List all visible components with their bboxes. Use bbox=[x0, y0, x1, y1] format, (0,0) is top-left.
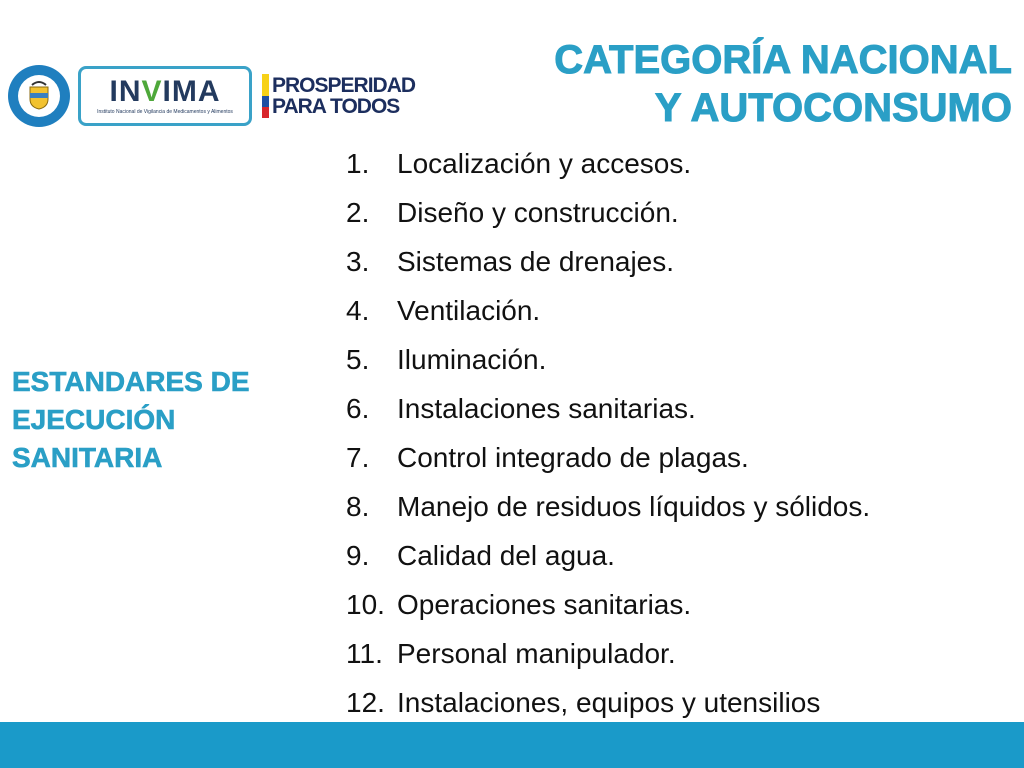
side-label-line1: ESTANDARES DE bbox=[12, 366, 250, 397]
list-item-number: 6. bbox=[346, 393, 370, 424]
prosperidad-line2: PARA TODOS bbox=[272, 95, 400, 118]
prosperidad-logo bbox=[262, 74, 415, 118]
list-item-number: 10. bbox=[346, 589, 385, 620]
list-item-text: Diseño y construcción. bbox=[397, 197, 679, 228]
side-label-line2: EJECUCIÓN bbox=[12, 404, 176, 435]
list-item bbox=[346, 487, 870, 536]
list-item-number: 2. bbox=[346, 197, 370, 228]
list-item-number: 1. bbox=[346, 148, 370, 179]
list-item bbox=[346, 634, 870, 683]
invima-subtitle: Instituto Nacional de Vigilancia de Medicamentos y Alimentos bbox=[97, 109, 233, 115]
list-item-text: Calidad del agua. bbox=[397, 540, 615, 571]
prosperidad-line1: PROSPERIDAD bbox=[272, 74, 416, 97]
list-item bbox=[346, 242, 870, 291]
colombia-flag-icon bbox=[262, 74, 269, 118]
list-item-text: Instalaciones sanitarias. bbox=[397, 393, 696, 424]
side-label-line3: SANITARIA bbox=[12, 442, 163, 473]
invima-wordmark: INVIMA bbox=[109, 75, 221, 108]
title-line2: Y AUTOCONSUMO bbox=[654, 86, 1012, 130]
list-item-text: Localización y accesos. bbox=[397, 148, 692, 179]
list-item-number: 11. bbox=[346, 638, 383, 669]
list-item-text: Operaciones sanitarias. bbox=[397, 589, 692, 620]
list-item-text: Ventilación. bbox=[397, 295, 541, 326]
list-item-number: 4. bbox=[346, 295, 370, 326]
slide-title bbox=[554, 36, 1012, 132]
invima-logo bbox=[78, 66, 252, 126]
standards-list bbox=[346, 144, 870, 732]
list-item-text: Control integrado de plagas. bbox=[397, 442, 749, 473]
list-item bbox=[346, 585, 870, 634]
list-item-number: 3. bbox=[346, 246, 370, 277]
list-item-text: Personal manipulador. bbox=[397, 638, 676, 669]
list-item bbox=[346, 536, 870, 585]
list-item-text: Sistemas de drenajes. bbox=[397, 246, 675, 277]
colombia-seal-logo bbox=[8, 65, 70, 127]
list-item-number: 12. bbox=[346, 687, 385, 718]
list-item bbox=[346, 389, 870, 438]
list-item-number: 8. bbox=[346, 491, 370, 522]
list-item-number: 9. bbox=[346, 540, 370, 571]
side-label bbox=[12, 363, 250, 477]
list-item bbox=[346, 291, 870, 340]
list-item-text: Manejo de residuos líquidos y sólidos. bbox=[397, 491, 871, 522]
list-item-number: 5. bbox=[346, 344, 370, 375]
list-item-text: Iluminación. bbox=[397, 344, 547, 375]
list-item bbox=[346, 438, 870, 487]
list-item-text: Instalaciones, equipos y utensilios bbox=[397, 687, 821, 718]
list-item bbox=[346, 340, 870, 389]
header-logos bbox=[8, 60, 415, 132]
footer-bar bbox=[0, 722, 1024, 768]
list-item bbox=[346, 144, 870, 193]
list-item-number: 7. bbox=[346, 442, 370, 473]
list-item bbox=[346, 193, 870, 242]
title-line1: CATEGORÍA NACIONAL bbox=[554, 38, 1012, 82]
